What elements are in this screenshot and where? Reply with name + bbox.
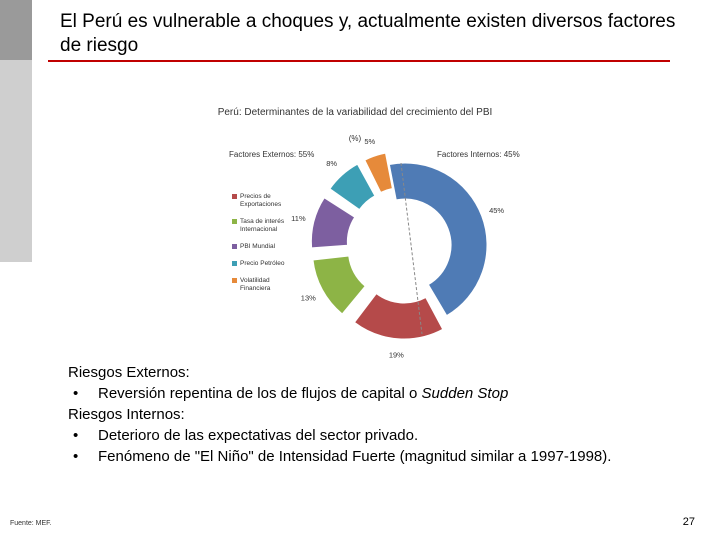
legend-swatch <box>232 261 237 266</box>
slice-value-label: 13% <box>300 293 316 303</box>
source-note: Fuente: MEF. <box>10 520 52 527</box>
bullet: • <box>73 427 79 444</box>
legend-swatch <box>232 194 237 199</box>
donut-slice <box>389 163 487 316</box>
slice-value-label: 45% <box>489 206 505 216</box>
slide-title: El Perú es vulnerable a choques y, actualmente existen diversos factores de riesgo <box>60 11 676 56</box>
internal-risk-text: Fenómeno de "El Niño" de Intensidad Fuerte (magnitud similar a 1997-1998). <box>98 448 612 465</box>
legend-item <box>232 193 322 209</box>
group-label-internal: Factores Internos: 45% <box>437 150 520 159</box>
external-risks-heading: Riesgos Externos: <box>68 364 190 381</box>
legend-item <box>232 277 322 293</box>
risk-list <box>68 362 611 467</box>
page-number: 27 <box>682 516 695 528</box>
legend-item <box>232 260 322 268</box>
legend-swatch <box>232 219 237 224</box>
slice-value-label: 11% <box>291 213 306 223</box>
bullet: • <box>73 385 79 402</box>
slice-value-label: 19% <box>388 350 404 360</box>
legend-label: Precio Petróleo <box>240 260 285 267</box>
slice-value-label: 5% <box>364 136 376 146</box>
external-risk-italic: Sudden Stop <box>421 385 509 402</box>
chart-unit: (%) <box>348 134 362 143</box>
donut-slice <box>355 294 443 339</box>
legend-label: PBI Mundial <box>240 243 276 250</box>
group-label-external: Factores Externos: 55% <box>229 150 315 159</box>
internal-risk-text: Deterioro de las expectativas del sector privado. <box>98 427 419 444</box>
legend-label: Tasa de interés Internacional <box>240 218 285 233</box>
bullet: • <box>73 448 79 465</box>
slice-value-label: 8% <box>326 159 338 169</box>
external-risk-item <box>68 383 611 404</box>
legend-swatch <box>232 244 237 249</box>
legend-label: Precios de Exportaciones <box>240 193 282 208</box>
legend-swatch <box>232 278 237 283</box>
donut-slice <box>330 164 375 209</box>
legend-item <box>232 218 322 234</box>
chart-legend <box>232 193 322 302</box>
internal-risks-heading: Riesgos Internos: <box>68 406 185 423</box>
internal-risk-item <box>68 446 611 467</box>
external-risk-text: Reversión repentina de los de flujos de capital o <box>98 385 422 402</box>
legend-item <box>232 243 322 251</box>
internal-risk-item <box>68 425 611 446</box>
legend-label: Volatilidad Financiera <box>240 277 271 292</box>
chart-title: Perú: Determinantes de la variabilidad del crecimiento del PBI <box>217 107 493 118</box>
